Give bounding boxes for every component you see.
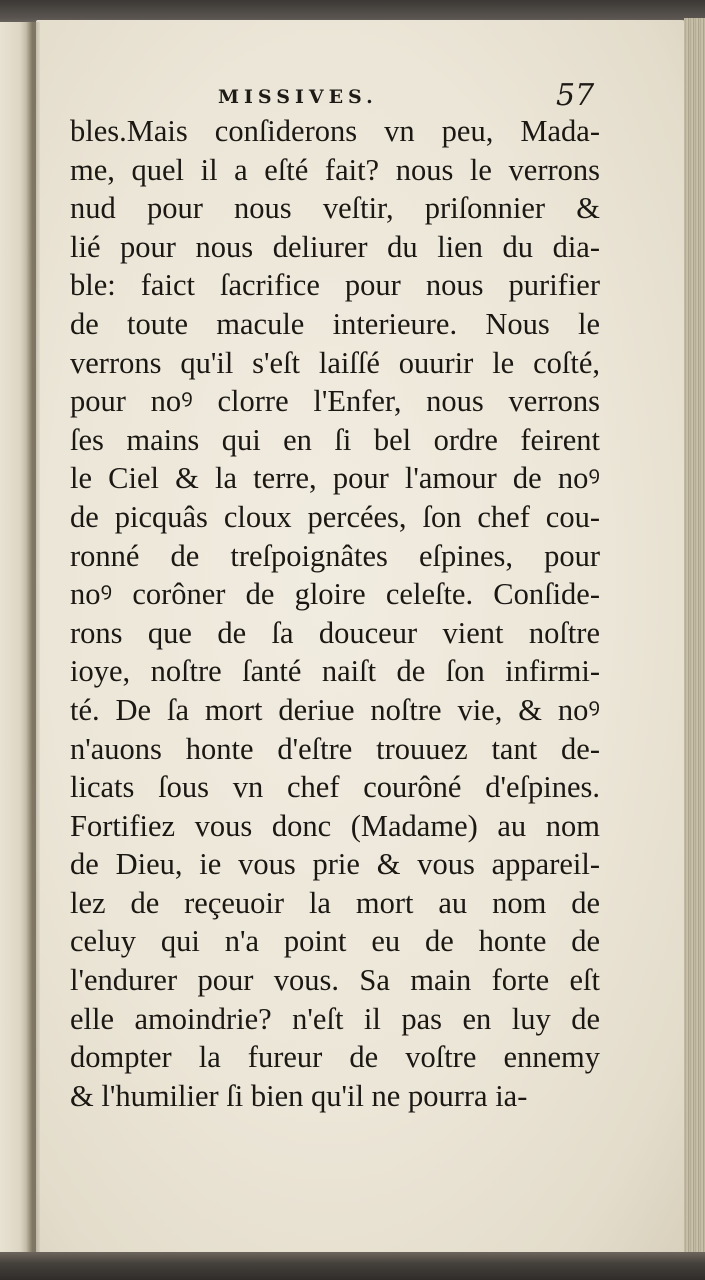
text-line: noꝰ corôner de gloire celeſte. Conſide- [70, 577, 600, 612]
book-cover-bottom-edge [0, 1252, 705, 1280]
text-line: lié pour nous deliurer du lien du dia- [70, 229, 600, 264]
text-line: ioye, noſtre ſanté naiſt de ſon infirmi- [70, 654, 600, 689]
text-line: & l'humilier ſi bien qu'il ne pourra ia- [70, 1078, 528, 1113]
text-line: bles.Mais conſiderons vn peu, Mada- [70, 114, 600, 148]
text-line: de picquâs cloux percées, ſon chef cou- [70, 499, 600, 534]
text-line: té. De ſa mort deriue noſtre vie, & noꝰ [70, 692, 600, 727]
binding-gutter [26, 22, 40, 1258]
text-line: Fortifiez vous donc (Madame) au nom [70, 808, 600, 843]
body-text [70, 112, 600, 1115]
text-line: rons que de ſa douceur vient noſtre [70, 615, 600, 650]
text-line: celuy qui n'a point eu de honte de [70, 924, 600, 959]
text-line: elle amoindrie? n'eſt il pas en luy de [70, 1001, 600, 1036]
text-line: licats ſous vn chef courôné d'eſpines. [70, 770, 600, 805]
text-line: dompter la fureur de voſtre ennemy [70, 1040, 600, 1075]
text-line: pour noꝰ clorre l'Enfer, nous verrons [70, 384, 600, 419]
text-line: le Ciel & la terre, pour l'amour de noꝰ [70, 461, 600, 496]
text-line: nud pour nous veſtir, priſonnier & [70, 191, 600, 226]
text-line: de toute macule interieure. Nous le [70, 306, 600, 341]
text-line: l'endurer pour vous. Sa main forte eſt [70, 963, 600, 998]
text-line: ble: faict ſacrifice pour nous purifier [70, 268, 600, 303]
running-title: MISSIVES. [218, 86, 378, 108]
text-line: verrons qu'il s'eſt laiſſé ouurir le coſté, [70, 345, 600, 380]
text-line: n'auons honte d'eſtre trouuez tant de- [70, 731, 600, 766]
text-line: lez de reçeuoir la mort au nom de [70, 885, 600, 920]
page-header [0, 78, 705, 114]
text-line: de Dieu, ie vous prie & vous appareil- [70, 847, 600, 882]
page-edges-stack [684, 18, 705, 1262]
text-line: ronné de treſpoignâtes eſpines, pour [70, 538, 600, 573]
page-number: 57 [556, 78, 595, 113]
text-line: me, quel il a eſté fait? nous le verrons [70, 152, 600, 187]
text-line: ſes mains qui en ſi bel ordre feirent [70, 422, 600, 457]
